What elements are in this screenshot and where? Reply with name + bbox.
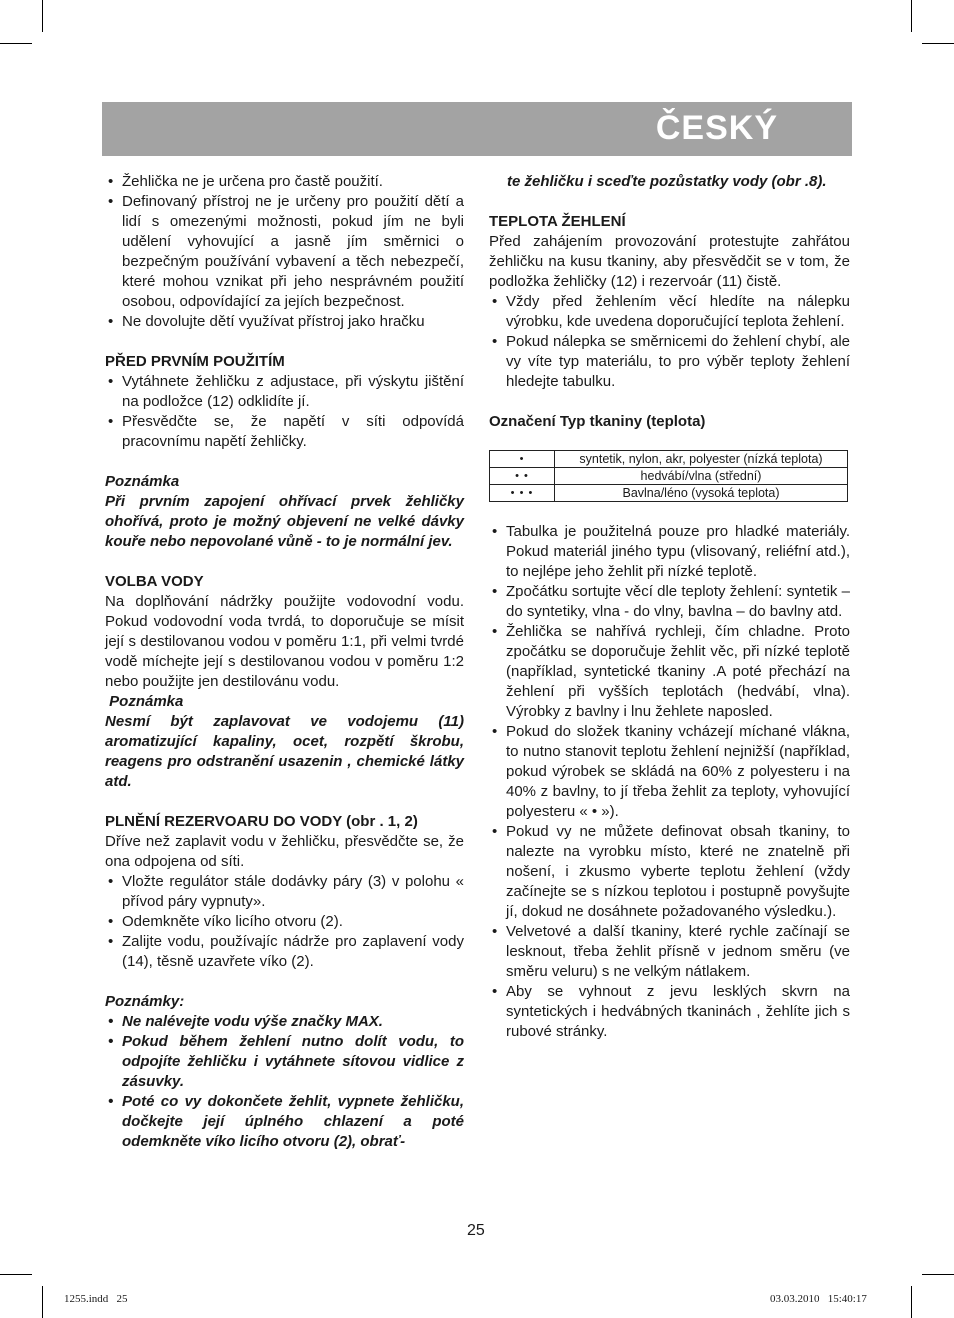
list-item: • Vložte regulátor stále dodávky páry (3) v polohu « přívod páry vypnuty». <box>108 873 464 910</box>
table-heading: Označení Typ tkaniny (teplota) <box>489 413 706 430</box>
note-continuation: te žehličku i sceďte pozůstatky vody (obr .8). <box>507 173 827 190</box>
dot-symbol: • • <box>490 468 555 485</box>
crop-mark <box>911 0 912 32</box>
dot-symbol: • • • <box>490 485 555 502</box>
fill-list <box>105 872 464 972</box>
table-row <box>490 485 848 502</box>
list-item: • Poté co vy dokončete žehlit, vypnete žehličku, dočkejte její úplného chlazení a poté odemkněte víko licího otvoru (2), obrať- <box>108 1093 464 1150</box>
note-title: Poznámka <box>105 473 180 490</box>
section-heading: PLNĚNÍ REZERVOARU DO VODY (obr . 1, 2) <box>105 813 418 830</box>
list-item: • Žehlička ne je určena pro častě použití. <box>108 173 383 190</box>
list-item: • Definovaný přístroj ne je určeny pro použití dětí a lidí s omezenými možnosti, pokud jím ne byli udělení vyhovující a jasně jím směrnici o bezpečným používání vybavení a těch nebezpečí, které mohou vznikat při jeho nesprávném použití osobou, odpovídající za jejích bezpečnost. <box>108 193 464 310</box>
list-item: • Tabulka je použitelná pouze pro hladké materiály. Pokud materiál jiného typu (vlisovaný, reliéfní atd.), to nejlépe jeho žehlit při nízké teplotě. <box>492 523 850 580</box>
temperature-list <box>489 292 850 392</box>
crop-mark <box>0 43 32 44</box>
note-text: Nesmí být zaplavovat ve vodojemu (11) aromatizující kapaliny, ocet, rozpětí škrobu, reagens pro odstranění usazenin , chemické látky atd. <box>105 713 464 790</box>
crop-mark <box>42 0 43 32</box>
language-header-bar <box>102 102 852 156</box>
footer-file-info: 1255.indd 25 <box>64 1293 128 1305</box>
list-item: • Pokud nálepka se směrnicemi do žehlení chybí, ale vy víte typ materiálu, to pro výběr teploty žehlení hledejte tabulku. <box>492 333 850 390</box>
list-item: • Pokud během žehlení nutno dolít vodu, to odpojíte žehličku i vytáhnete sítovou vidlice z zásuvky. <box>108 1033 464 1090</box>
list-item: • Zalijte vodu, používajíc nádrže pro zaplavení vody (14), těsně uzavřete víko (2). <box>108 933 464 970</box>
table-cell: hedvábí/vlna (střední) <box>555 468 848 485</box>
fabric-temperature-table <box>489 450 848 502</box>
list-item: • Žehlička se nahřívá rychleji, čím chladne. Proto zpočátku se doporučuje žehlit věc, při nízké teplotě (například, syntetické tkaniny .A poté přechází na žehlení při vyšších teplotách (hedvábí, vlna). Výrobky z bavlny i lnu žehlete naposled. <box>492 623 850 720</box>
list-item: • Zpočátku sortujte věcí dle teploty žehlení: syntetik – do syntetiky, vlna - do vlny, bavlna – do bavlny atd. <box>492 583 850 620</box>
paragraph: Dříve než zaplavit vodu v žehličku, přesvědčte se, že ona odpojena od síti. <box>105 833 464 870</box>
section-heading: VOLBA VODY <box>105 573 204 590</box>
list-item: • Aby se vyhnout z jevu lesklých skvrn na syntetických i hedvábných tkaninách , žehlíte jich s rubové stránky. <box>492 983 850 1040</box>
crop-mark <box>0 1274 32 1275</box>
footer-timestamp: 03.03.2010 15:40:17 <box>770 1293 867 1305</box>
list-item: • Přesvědčte se, že napětí v síti odpovídá pracovnímu napětí žehličky. <box>108 413 464 450</box>
list-item: • Pokud vy ne můžete definovat obsah tkaniny, to nalezte na vyrobku místo, které ne znatelně při nošení, i zkusmo vyberte teplotu žehlení (vždy začínejte se s nízkou teplotou i postupně povyšujte jí, dokud ne dosáhnete požadovaného výsledku.). <box>492 823 850 920</box>
list-item: • Pokud do složek tkaniny vcházejí míchané vlákna, to nutno stanovit teplotu žehlení nejnižší (například, pokud výrobek se skládá na 60% z polyesteru i na 40% z bavlny, to jí třeba žehlit za teploty, vyhovující polyesteru « • »). <box>492 723 850 820</box>
list-item: • Vytáhnete žehličku z adjustace, při výskytu jištění na podložce (12) odklidíte jí. <box>108 373 464 410</box>
table-cell: syntetik, nylon, akr, polyester (nízká teplota) <box>555 451 848 468</box>
note-text: Při prvním zapojení ohřívací prvek žehličky ohořívá, proto je možný objevení ne velké dávky kouře nebo nepovolané vůně - to je normální jev. <box>105 493 464 550</box>
safety-list <box>105 172 464 332</box>
first-use-list <box>105 372 464 452</box>
table-cell: Bavlna/léno (vysoká teplota) <box>555 485 848 502</box>
list-item: • Odemkněte víko licího otvoru (2). <box>108 913 343 930</box>
section-heading: PŘED PRVNÍM POUŽITÍM <box>105 353 285 370</box>
list-item: • Ne nalévejte vodu výše značky MAX. <box>108 1013 383 1030</box>
crop-mark <box>42 1286 43 1318</box>
notes-list <box>105 1012 464 1152</box>
list-item: • Velvetové a další tkaniny, které rychle začínají se lesknout, třeba žehlit přísně v jednom směru (ve směru veluru) s ne velkým nátlakem. <box>492 923 850 980</box>
list-item: • Vždy před žehlením věcí hledíte na nálepku výrobku, kde uvedena doporučující teplota žehlení. <box>492 293 850 330</box>
notes-title: Poznámky: <box>105 993 185 1010</box>
crop-mark <box>922 43 954 44</box>
page-number: 25 <box>467 1222 485 1239</box>
language-title: ČESKÝ <box>655 109 778 147</box>
paragraph: Před zahájením provozování protestujte zahřátou žehličku na kusu tkaniny, aby přesvědčit se v tom, že podložka žehličky (12) i rezervoár (11) čistě. <box>489 233 850 290</box>
note-title: Poznámka <box>105 693 184 710</box>
dot-symbol: • <box>490 451 555 468</box>
paragraph: Na doplňování nádržky použijte vodovodní vodu. Pokud vodovodní voda tvrdá, to doporučuje se mísit její s destilovanou vodou v poměru 1:1, při velmi tvrdé vodě míchejte její s destilovanou vodou v poměru 1:2 nebo použijte jen destilovánu vodu. <box>105 593 464 690</box>
crop-mark <box>911 1286 912 1318</box>
right-column <box>489 172 850 1042</box>
section-heading: TEPLOTA ŽEHLENÍ <box>489 213 626 230</box>
list-item: • Ne dovolujte dětí využívat přístroj jako hračku <box>108 313 425 330</box>
table-row <box>490 451 848 468</box>
table-row <box>490 468 848 485</box>
crop-mark <box>922 1274 954 1275</box>
ironing-tips-list <box>489 522 850 1042</box>
left-column <box>105 172 464 1152</box>
